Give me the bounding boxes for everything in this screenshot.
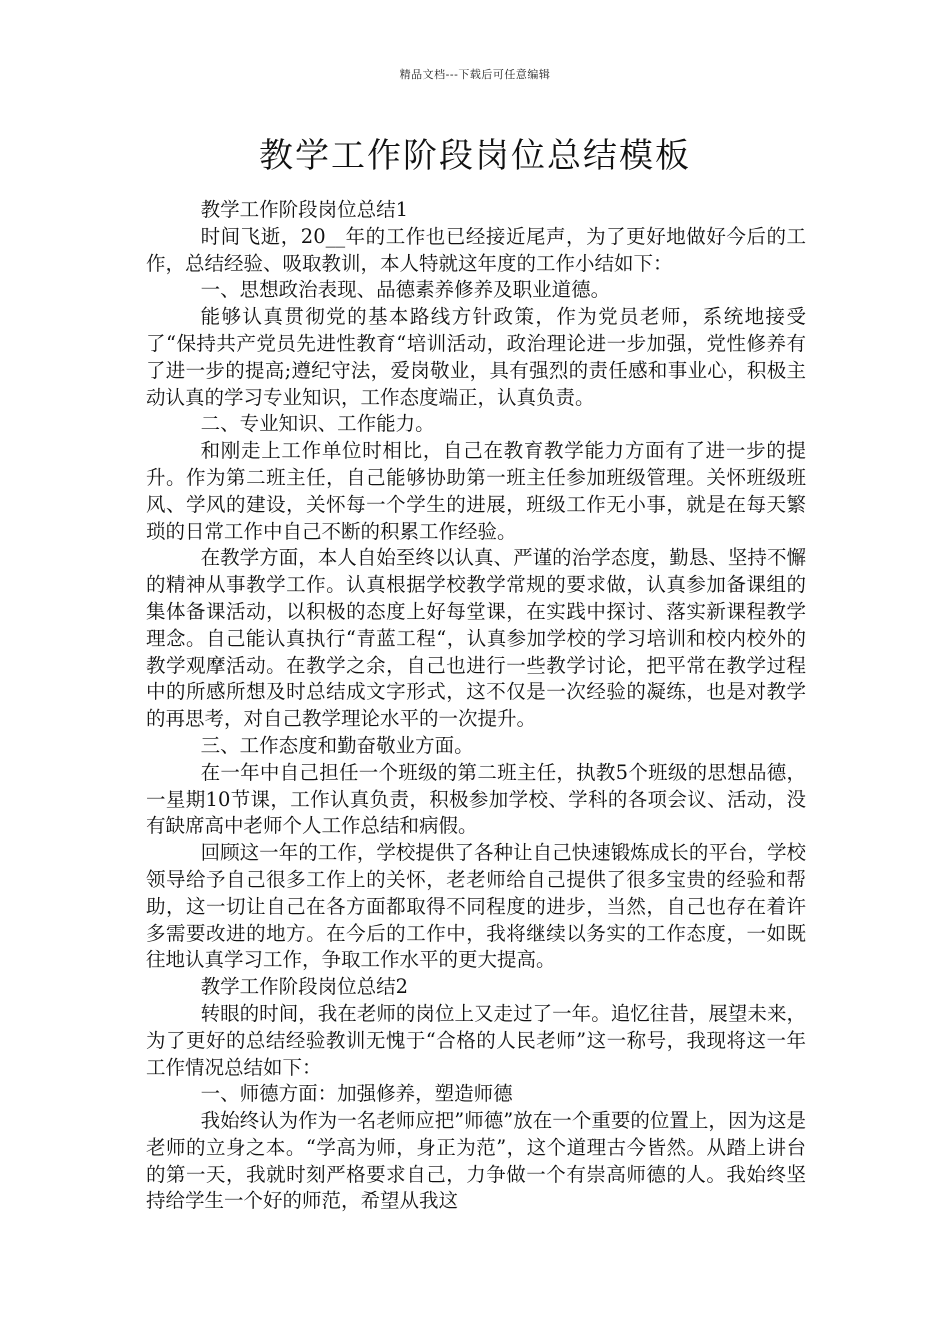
paragraph: 回顾这一年的工作，学校提供了各种让自己快速锻炼成长的平台，学校领导给予自己很多工作上的关怀，老老师给自己提供了很多宝贵的经验和帮助，这一切让自己在各方面都取得不同程度的进步，当然，自己也存在着许多需要改进的地方。在今后的工作中，我将继续以务实的工作态度，一如既往地认真学习工作，争取工作水平的更大提高。 — [146, 841, 806, 972]
paragraph: 时间飞逝，20__年的工作也已经接近尾声，为了更好地做好今后的工作，总结经验、吸取教训，本人特就这年度的工作小结如下： — [146, 224, 806, 275]
subheading: 一、思想政治表现、品德素养修养及职业道德。 — [200, 278, 611, 302]
section-heading-1: 教学工作阶段岗位总结1 — [200, 198, 409, 221]
subheading: 一、师德方面：加强修养，塑造师德 — [200, 1082, 513, 1106]
paragraph: 我始终认为作为一名老师应把”师德”放在一个重要的位置上，因为这是老师的立身之本。“学高为师，身正为范”，这个道理古今皆然。从踏上讲台的第一天，我就时刻严格要求自己，力争做一个有崇高师德的人。我始终坚持给学生一个好的师范，希望从我这 — [146, 1109, 806, 1213]
paragraph: 转眼的时间，我在老师的岗位上又走过了一年。追忆往昔，展望未来，为了更好的总结经验教训无愧于“合格的人民老师”这一称号，我现将这一年工作情况总结如下： — [146, 1001, 806, 1079]
paragraph: 在一年中自己担任一个班级的第二班主任，执教5个班级的思想品德，一星期10节课，工作认真负责，积极参加学校、学科的各项会议、活动，没有缺席高中老师个人工作总结和病假。 — [146, 760, 806, 838]
document-title: 教学工作阶段岗位总结模板 — [259, 136, 691, 176]
document-body — [146, 197, 806, 1215]
paragraph: 能够认真贯彻党的基本路线方针政策，作为党员老师，系统地接受了“保持共产党员先进性教育“培训活动，政治理论进一步加强，党性修养有了进一步的提高;遵纪守法，爱岗敬业，具有强烈的责任感和事业心，积极主动认真的学习专业知识，工作态度端正，认真负责。 — [146, 305, 806, 409]
section-heading-2: 教学工作阶段岗位总结2 — [200, 975, 409, 999]
paragraph: 和刚走上工作单位时相比，自己在教育教学能力方面有了进一步的提升。作为第二班主任，自己能够协助第一班主任参加班级管理。关怀班级班风、学风的建设，关怀每一个学生的进展，班级工作无小事，就是在每天繁琐的日常工作中自己不断的积累工作经验。 — [146, 439, 806, 543]
subheading: 二、专业知识、工作能力。 — [200, 412, 435, 436]
subheading: 三、工作态度和勤奋敬业方面。 — [200, 733, 474, 757]
header-note: 精品文档---下载后可任意编辑 — [399, 68, 551, 81]
paragraph: 在教学方面，本人自始至终以认真、严谨的治学态度，勤恳、坚持不懈的精神从事教学工作。认真根据学校教学常规的要求做，认真参加备课组的集体备课活动，以积极的态度上好每堂课，在实践中探讨、落实新课程教学理念。自己能认真执行“青蓝工程“，认真参加学校的学习培训和校内校外的教学观摩活动。在教学之余，自己也进行一些教学讨论，把平常在教学过程中的所感所想及时总结成文字形式，这不仅是一次经验的凝练，也是对教学的再思考，对自己教学理论水平的一次提升。 — [146, 546, 806, 731]
